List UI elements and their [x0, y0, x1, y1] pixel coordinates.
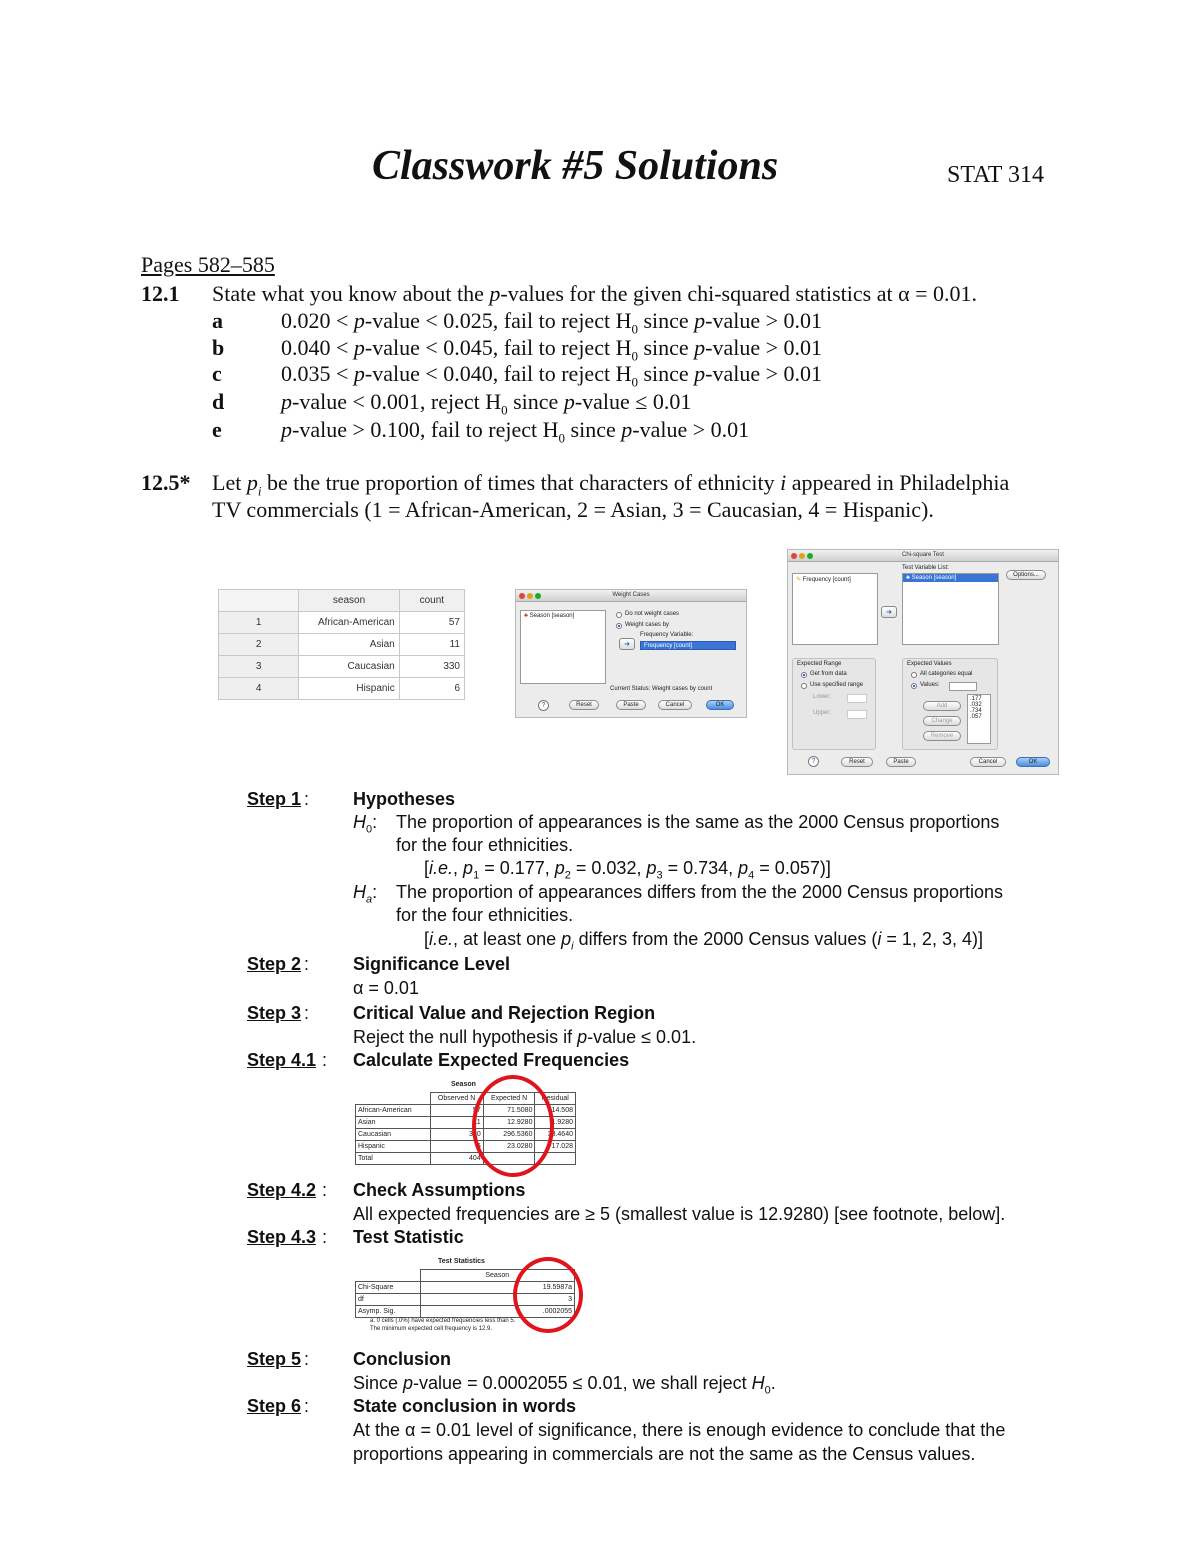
- dialog-titlebar: Weight Cases: [516, 590, 746, 602]
- step-colon: :: [304, 789, 310, 809]
- radio-all-categories-equal[interactable]: [911, 672, 917, 678]
- expected-cell: 23.0280: [483, 1141, 535, 1153]
- remove-button[interactable]: Remove: [923, 731, 961, 741]
- row-header: df: [356, 1294, 421, 1306]
- question-prompt-12-5-line2: TV commercials (1 = African-American, 2 = Asian, 3 = Caucasian, 4 = Hispanic).: [212, 497, 934, 522]
- row-number[interactable]: 2: [219, 634, 299, 656]
- radio-do-not-weight[interactable]: [616, 612, 622, 618]
- radio-label-do-not-weight: Do not weight cases: [625, 611, 680, 617]
- minimize-window-icon[interactable]: [527, 593, 533, 599]
- stat-value: .0002055: [420, 1306, 575, 1318]
- lower-input[interactable]: [847, 694, 867, 703]
- expected-cell: 71.5080: [483, 1105, 535, 1117]
- empty-header: [356, 1093, 431, 1105]
- step-3-body: Reject the null hypothesis if p-value ≤ 0.01.: [353, 1027, 697, 1047]
- item-letter-d: d: [212, 389, 225, 414]
- row-number[interactable]: 1: [219, 612, 299, 634]
- test-variable-item[interactable]: [903, 574, 998, 582]
- ha-text-line2: for the four ethnicities.: [396, 905, 574, 925]
- step-5-heading: Conclusion: [353, 1349, 451, 1369]
- item-letter-e: e: [212, 417, 222, 442]
- row-header: Hispanic: [356, 1141, 431, 1153]
- table-row: [219, 634, 465, 656]
- frequency-variable-value: Frequency [count]: [644, 643, 693, 649]
- expected-range-label: Expected Range: [797, 661, 842, 667]
- reset-button[interactable]: Reset: [841, 757, 873, 767]
- change-button[interactable]: Change: [923, 716, 961, 726]
- value-input[interactable]: [949, 682, 977, 691]
- cell-season[interactable]: African-American: [299, 612, 399, 634]
- expected-values-group: [902, 658, 998, 750]
- frequency-table-title: Season: [451, 1081, 476, 1088]
- step-colon: :: [322, 1180, 328, 1200]
- question-number-12-1: 12.1: [141, 281, 180, 306]
- cancel-button[interactable]: Cancel: [658, 700, 692, 710]
- nominal-variable-icon: ♣: [906, 575, 910, 581]
- spss-data-view: [218, 589, 465, 700]
- radio-values[interactable]: [911, 683, 917, 689]
- residual-cell: -17.028: [535, 1141, 576, 1153]
- row-header: African-American: [356, 1105, 431, 1117]
- expected-values-list[interactable]: [967, 694, 991, 744]
- list-item[interactable]: .057: [970, 714, 982, 720]
- scale-variable-icon: ✎: [796, 577, 802, 583]
- variable-source-list[interactable]: [520, 610, 606, 684]
- question-prompt-12-5-line1: Let $p_i$ be the true proportion of times that characters of ethnicity i appeared in Philadelphia: [212, 470, 1010, 499]
- test-variable-list-label: Test Variable List:: [902, 565, 949, 571]
- step-2-body: α = 0.01: [353, 978, 419, 998]
- chi-square-test-dialog: [787, 549, 1059, 775]
- help-icon[interactable]: ?: [808, 756, 819, 767]
- close-window-icon[interactable]: [519, 593, 525, 599]
- item-letter-a: a: [212, 308, 223, 333]
- paste-button[interactable]: Paste: [616, 700, 646, 710]
- expected-values-label: Expected Values: [907, 661, 952, 667]
- nominal-variable-icon: ♣: [524, 613, 528, 619]
- ha-ie: [i.e., at least one $p_i$ differs from the 2000 Census values (i = 1, 2, 3, 4)]: [424, 929, 983, 953]
- radio-label-get-from-data: Get from data: [810, 671, 847, 677]
- cell-count[interactable]: 57: [399, 612, 464, 634]
- h0-text-line1: The proportion of appearances is the same as the 2000 Census proportions: [396, 812, 1000, 832]
- item-answer-b: 0.040 < p-value < 0.045, fail to reject $H_0$ since p-value > 0.01: [281, 335, 823, 364]
- row-header: Asian: [356, 1117, 431, 1129]
- step-colon: :: [322, 1050, 328, 1070]
- move-variable-arrow-icon[interactable]: ➜: [619, 638, 635, 650]
- row-header: Chi-Square: [356, 1282, 421, 1294]
- step-3-label: Step 3: [247, 1003, 302, 1023]
- expected-range-group: [792, 658, 876, 750]
- course-code: STAT 314: [947, 162, 1044, 188]
- row-number[interactable]: 4: [219, 678, 299, 700]
- frequency-variable-field[interactable]: [640, 641, 736, 650]
- residual-cell: 33.4640: [535, 1129, 576, 1141]
- residual-cell: -1.9280: [535, 1117, 576, 1129]
- question-prompt-12-1: State what you know about the p-values for the given chi-squared statistics at α = 0.01.: [212, 281, 978, 306]
- cell-count[interactable]: 330: [399, 656, 464, 678]
- step-4-2-label: Step 4.2: [247, 1180, 317, 1200]
- page-title: Classwork #5 Solutions: [372, 143, 779, 189]
- step-4-3-heading: Test Statistic: [353, 1227, 464, 1247]
- step-4-1-label: Step 4.1: [247, 1050, 317, 1070]
- step-colon: :: [304, 1003, 310, 1023]
- table-row: [219, 678, 465, 700]
- observed-cell: 6: [430, 1141, 483, 1153]
- footnote-line2: The minimum expected cell frequency is 12.9.: [370, 1326, 493, 1332]
- column-header-season[interactable]: season: [299, 590, 399, 612]
- red-highlight-circle: [513, 1257, 583, 1333]
- radio-use-specified-range[interactable]: [801, 683, 807, 689]
- weight-cases-dialog: [515, 589, 747, 718]
- observed-cell: 404: [430, 1153, 483, 1165]
- h0-symbol: $H_0$:: [353, 812, 378, 836]
- h0-text-line2: for the four ethnicities.: [396, 835, 574, 855]
- test-statistics-title: Test Statistics: [438, 1258, 485, 1265]
- zoom-window-icon[interactable]: [535, 593, 541, 599]
- radio-get-from-data[interactable]: [801, 672, 807, 678]
- table-row: [219, 612, 465, 634]
- observed-cell: 330: [430, 1129, 483, 1141]
- list-item[interactable]: .734: [970, 708, 982, 714]
- table-row: [219, 656, 465, 678]
- zoom-window-icon[interactable]: [807, 553, 813, 559]
- step-1-label: Step 1: [247, 789, 302, 809]
- variable-list-item-label: Season [season]: [529, 613, 575, 619]
- row-number-header: [219, 590, 299, 612]
- cancel-button[interactable]: Cancel: [970, 757, 1006, 767]
- step-colon: :: [322, 1227, 328, 1247]
- item-answer-a: 0.020 < p-value < 0.025, fail to reject $H_0$ since p-value > 0.01: [281, 308, 823, 337]
- cell-count[interactable]: 6: [399, 678, 464, 700]
- red-highlight-circle: [472, 1075, 554, 1177]
- step-4-1-heading: Calculate Expected Frequencies: [353, 1050, 630, 1070]
- item-letter-c: c: [212, 361, 222, 386]
- variable-source-list[interactable]: [792, 573, 878, 645]
- cell-season[interactable]: Hispanic: [299, 678, 399, 700]
- item-answer-d: p-value < 0.001, reject $H_0$ since p-value ≤ 0.01: [281, 389, 692, 418]
- upper-label: Upper:: [813, 710, 832, 716]
- ha-symbol: $H_a$:: [353, 882, 378, 906]
- radio-label-all-categories-equal: All categories equal: [920, 671, 973, 677]
- test-variable-list[interactable]: [902, 573, 999, 645]
- variable-list-item[interactable]: [793, 574, 877, 585]
- step-4-2-body: All expected frequencies are ≥ 5 (smallest value is 12.9280) [see footnote, below].: [353, 1204, 1006, 1224]
- step-4-2-heading: Check Assumptions: [353, 1180, 526, 1200]
- column-header-count[interactable]: count: [399, 590, 464, 612]
- paste-button[interactable]: Paste: [886, 757, 916, 767]
- list-item[interactable]: .177: [970, 696, 982, 702]
- step-6-label: Step 6: [247, 1396, 302, 1416]
- help-icon[interactable]: ?: [538, 700, 549, 711]
- step-4-3-label: Step 4.3: [247, 1227, 317, 1247]
- expected-cell: 12.9280: [483, 1117, 535, 1129]
- step-3-heading: Critical Value and Rejection Region: [353, 1003, 656, 1023]
- stat-value: 19.5987a: [420, 1282, 575, 1294]
- expected-cell: 296.5360: [483, 1129, 535, 1141]
- move-variable-arrow-icon[interactable]: ➜: [881, 606, 897, 618]
- item-letter-b: b: [212, 335, 225, 360]
- column-header: Expected N: [483, 1093, 535, 1105]
- row-header: Caucasian: [356, 1129, 431, 1141]
- radio-label-weight-cases-by: Weight cases by: [625, 622, 669, 628]
- residual-cell: -14.508: [535, 1105, 576, 1117]
- step-5-label: Step 5: [247, 1349, 302, 1369]
- ok-button[interactable]: OK: [706, 700, 734, 710]
- minimize-window-icon[interactable]: [799, 553, 805, 559]
- step-6-heading: State conclusion in words: [353, 1396, 577, 1416]
- item-answer-c: 0.035 < p-value < 0.040, fail to reject $H_0$ since p-value > 0.01: [281, 361, 823, 390]
- stat-value: 3: [420, 1294, 575, 1306]
- column-header: Season: [420, 1270, 575, 1282]
- row-header: Asymp. Sig.: [356, 1306, 421, 1318]
- step-2-heading: Significance Level: [353, 954, 511, 974]
- item-answer-e: p-value > 0.100, fail to reject $H_0$ since p-value > 0.01: [281, 417, 750, 446]
- observed-cell: 11: [430, 1117, 483, 1129]
- step-colon: :: [304, 1396, 310, 1416]
- current-status-text: Current Status: Weight cases by count: [610, 686, 713, 692]
- step-1-heading: Hypotheses: [353, 789, 456, 809]
- variable-list-item-label: Frequency [count]: [802, 577, 851, 583]
- dialog-titlebar: Chi-square Test: [788, 550, 1058, 562]
- empty-header: [356, 1270, 421, 1282]
- radio-label-use-specified-range: Use specified range: [810, 682, 864, 688]
- step-colon: :: [304, 1349, 310, 1369]
- step-5-body: Since p-value = 0.0002055 ≤ 0.01, we shall reject $H_0$.: [353, 1373, 776, 1397]
- observed-cell: 57: [430, 1105, 483, 1117]
- options-button[interactable]: Options...: [1006, 570, 1046, 580]
- question-number-12-5: 12.5*: [141, 470, 191, 495]
- footnote-line1: a. 0 cells (.0%) have expected frequencies less than 5.: [370, 1318, 516, 1324]
- ok-button[interactable]: OK: [1016, 757, 1050, 767]
- upper-input[interactable]: [847, 710, 867, 719]
- cell-season[interactable]: Caucasian: [299, 656, 399, 678]
- ha-text-line1: The proportion of appearances differs from the the 2000 Census proportions: [396, 882, 1004, 902]
- column-header: Observed N: [430, 1093, 483, 1105]
- row-header: Total: [356, 1153, 431, 1165]
- list-item[interactable]: .032: [970, 702, 982, 708]
- step-6-line1: At the α = 0.01 level of significance, there is enough evidence to conclude that the: [353, 1420, 1006, 1440]
- column-header: Residual: [535, 1093, 576, 1105]
- radio-weight-cases-by[interactable]: [616, 623, 622, 629]
- pages-reference: Pages 582–585: [141, 252, 275, 277]
- row-number[interactable]: 3: [219, 656, 299, 678]
- cell-count[interactable]: 11: [399, 634, 464, 656]
- cell-season[interactable]: Asian: [299, 634, 399, 656]
- radio-label-values: Values:: [920, 682, 940, 688]
- h0-ie: [i.e., $p_1 = 0.177$, $p_2 = 0.032$, $p_3 = 0.734$, $p_4 = 0.057$)]: [424, 858, 831, 882]
- step-2-label: Step 2: [247, 954, 302, 974]
- variable-list-item[interactable]: [521, 611, 605, 621]
- frequency-variable-label: Frequency Variable:: [640, 632, 694, 638]
- lower-label: Lower:: [813, 694, 832, 700]
- close-window-icon[interactable]: [791, 553, 797, 559]
- reset-button[interactable]: Reset: [569, 700, 599, 710]
- step-6-line2: proportions appearing in commercials are not the same as the Census values.: [353, 1444, 976, 1464]
- test-variable-item-label: Season [season]: [911, 575, 957, 581]
- add-button[interactable]: Add: [923, 701, 961, 711]
- step-colon: :: [304, 954, 310, 974]
